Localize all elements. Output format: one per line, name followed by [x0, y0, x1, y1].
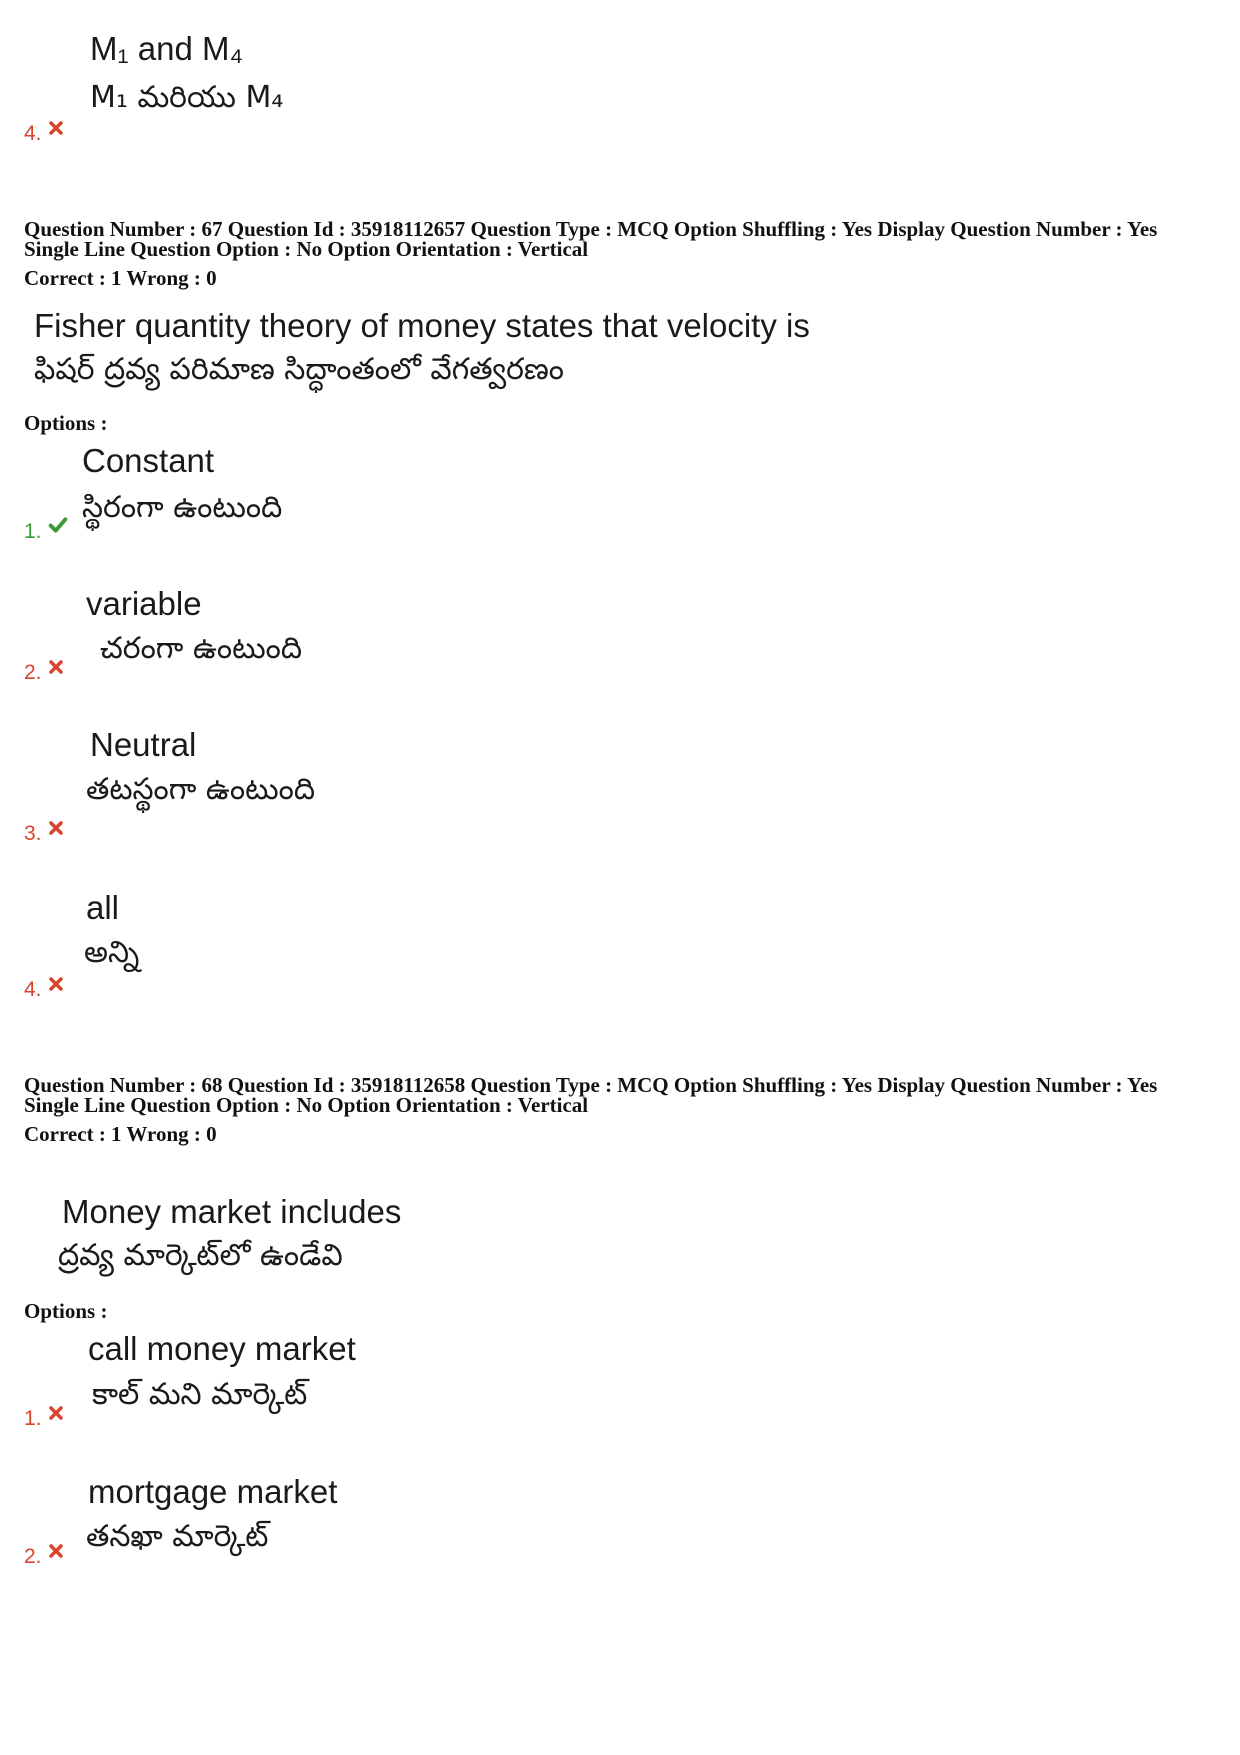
q67-option-4-english: all [86, 889, 120, 926]
q67-option-2-english: variable [86, 585, 202, 622]
q67-option-2-marker [24, 659, 64, 685]
q67-option-2-telugu: చరంగా ఉంటుంది [100, 631, 303, 666]
option-number: 2. [24, 661, 42, 684]
q67-meta-line3: Correct : 1 Wrong : 0 [24, 266, 217, 290]
q68-option-1-telugu: కాల్ మని మార్కెట్ [92, 1377, 308, 1412]
q67-option-1-english: Constant [82, 442, 215, 479]
option-number: 1. [24, 1407, 42, 1430]
q68-question-telugu: ద్రవ్య మార్కెట్‌లో ఉండేవి [58, 1238, 343, 1273]
q67-question-english: Fisher quantity theory of money states that velocity is [34, 307, 810, 344]
cross-icon [48, 1405, 64, 1421]
q67-option-3-english: Neutral [90, 726, 197, 763]
q68-meta-line1: Question Number : 68 Question Id : 35918112658 Question Type : MCQ Option Shuffling : Yes Display Question Number : Yes [24, 1073, 1158, 1097]
cross-icon [48, 976, 64, 992]
prev-option-4-english: M₁ and M₄ [90, 30, 243, 67]
q68-options-label: Options : [24, 1299, 108, 1323]
q68-meta-line2: Single Line Question Option : No Option Orientation : Vertical [24, 1093, 589, 1117]
q67-option-4-telugu: అన్ని [84, 935, 140, 970]
q68-question-english: Money market includes [62, 1193, 402, 1230]
q67-meta-line2: Single Line Question Option : No Option Orientation : Vertical [24, 237, 589, 261]
q68-meta-line3: Correct : 1 Wrong : 0 [24, 1122, 217, 1146]
option-number: 4. [24, 978, 42, 1001]
q68-option-2-marker [24, 1543, 64, 1569]
option-number: 3. [24, 822, 42, 845]
cross-icon [48, 820, 64, 836]
q67-option-3-marker [24, 820, 64, 846]
cross-icon [48, 1543, 64, 1559]
q68-option-1-marker [24, 1405, 64, 1431]
check-icon [48, 516, 68, 534]
q67-option-1-telugu: స్థిరంగా ఉంటుంది [82, 490, 283, 525]
q67-question-telugu: ఫిషర్ ద్రవ్య పరిమాణ సిద్ధాంతంలో వేగత్వరణం [34, 352, 564, 387]
q67-options-label: Options : [24, 411, 108, 435]
q68-option-1-english: call money market [88, 1330, 356, 1367]
q67-meta-line1: Question Number : 67 Question Id : 35918112657 Question Type : MCQ Option Shuffling : Yes Display Question Number : Yes [24, 217, 1158, 241]
option-number: 4. [24, 122, 42, 145]
q68-option-2-english: mortgage market [88, 1473, 338, 1510]
q67-option-1-marker [24, 516, 68, 544]
prev-option-4-telugu: M₁ మరియు M₄ [90, 80, 284, 115]
cross-icon [48, 120, 64, 136]
q68-option-2-telugu: తనఖా మార్కెట్ [86, 1519, 269, 1554]
cross-icon [48, 659, 64, 675]
q67-option-3-telugu: తటస్థంగా ఉంటుంది [86, 772, 316, 807]
prev-option-4-marker [24, 120, 64, 146]
option-number: 2. [24, 1545, 42, 1568]
q67-option-4-marker [24, 976, 64, 1002]
option-number: 1. [24, 520, 42, 543]
